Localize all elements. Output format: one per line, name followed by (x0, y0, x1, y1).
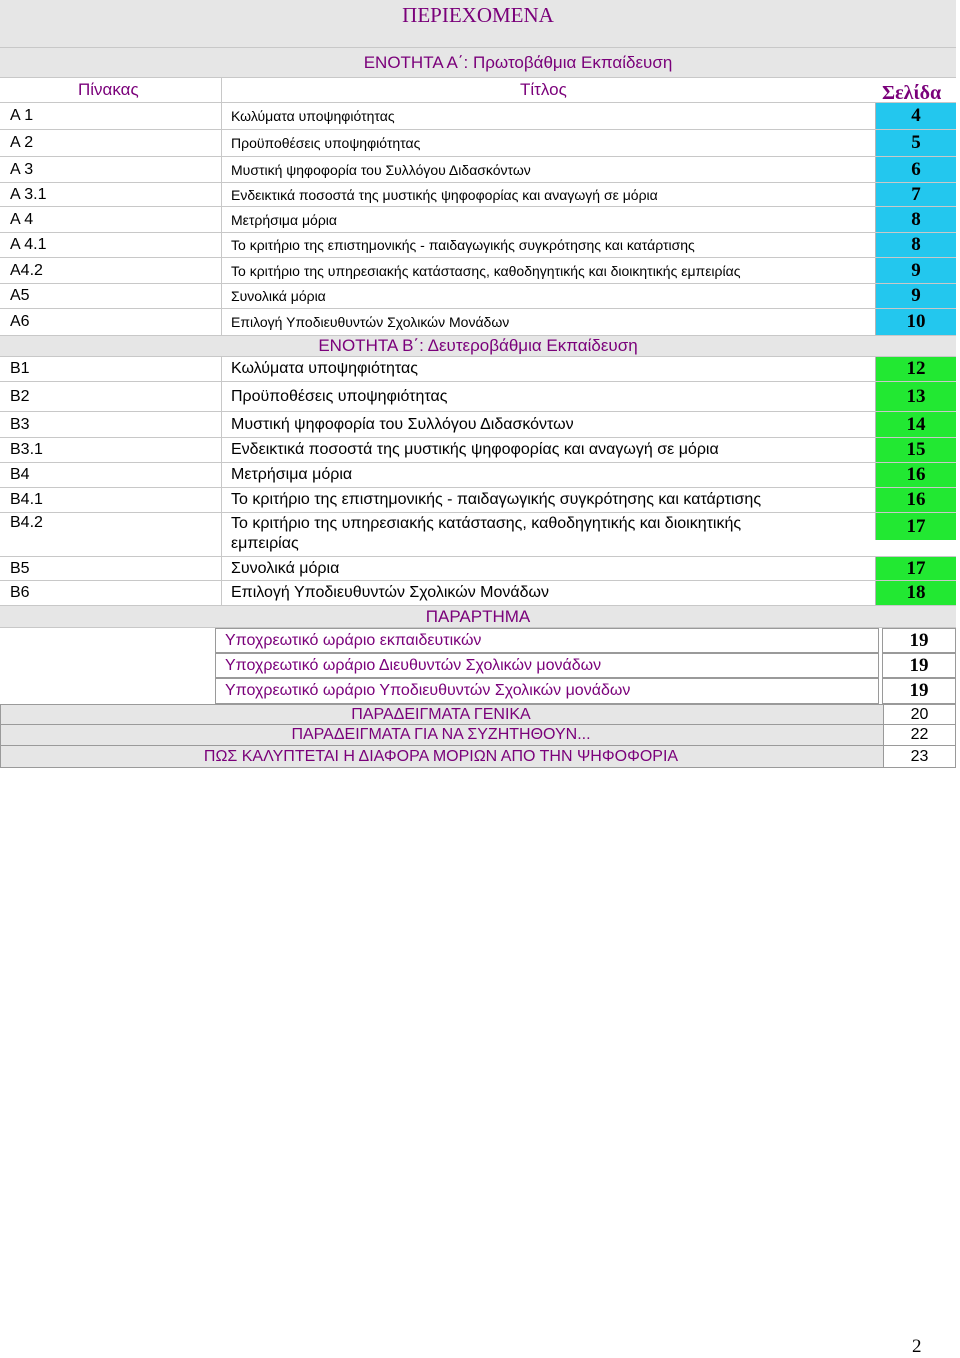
column-header-page-cell (882, 81, 942, 104)
row-page: 16 (875, 488, 956, 512)
column-divider (221, 309, 222, 335)
row-code: Β5 (10, 559, 30, 577)
toc-row (0, 157, 956, 183)
column-divider (221, 183, 222, 206)
row-code: Α5 (10, 287, 30, 304)
section-b-cell (0, 336, 956, 356)
appendix-entries (0, 628, 956, 704)
examples-item (0, 725, 956, 746)
examples-title-cell (1, 705, 881, 724)
appendix-page-box (882, 628, 956, 653)
page-title: ΠΕΡΙΕΧΟΜΕΝΑ (402, 3, 554, 27)
appendix-page: 19 (909, 654, 929, 676)
section-a-entries (0, 103, 956, 336)
row-code: Α 3.1 (10, 185, 47, 203)
row-page: 16 (875, 463, 956, 487)
column-divider (221, 581, 222, 605)
row-title: Επιλογή Υποδιευθυντών Σχολικών Μονάδων (231, 314, 510, 330)
row-code: Α6 (10, 313, 30, 330)
appendix-title-box (215, 653, 879, 678)
column-divider (221, 412, 222, 437)
column-divider (221, 130, 222, 156)
examples-title: ΠΑΡΑΔΕΙΓΜΑΤΑ ΓΕΝΙΚΑ (351, 705, 531, 723)
section-b-heading: ΕΝΟΤΗΤΑ Β΄: Δευτεροβάθμια Εκπαίδευση (318, 336, 638, 355)
row-code: Β2 (10, 387, 30, 405)
row-code: Α 3 (10, 160, 34, 178)
column-header-title-cell (520, 78, 567, 102)
row-title: Μυστική ψηφοφορία του Συλλόγου Διδασκόντων (231, 161, 531, 178)
row-title: Συνολικά μόρια (231, 288, 326, 304)
examples-item (0, 704, 956, 725)
column-divider (221, 157, 222, 182)
column-divider (221, 207, 222, 232)
column-divider (221, 382, 222, 411)
section-b-row (0, 336, 956, 357)
column-divider (221, 233, 222, 257)
examples-title-cell (1, 725, 881, 745)
row-page: 7 (875, 183, 956, 206)
toc-row (0, 581, 956, 606)
row-title: Το κριτήριο της επιστημονικής - παιδαγωγικής συγκρότησης και κατάρτισης (231, 491, 762, 508)
row-title: Το κριτήριο της επιστημονικής - παιδαγωγικής συγκρότησης και κατάρτισης (231, 237, 695, 253)
row-title: Ενδεικτικά ποσοστά της μυστικής ψηφοφορίας και αναγωγή σε μόρια (231, 441, 719, 458)
appendix-heading: ΠΑΡΑΡΤΗΜΑ (425, 606, 531, 626)
appendix-cell (0, 606, 956, 627)
examples-page: 22 (910, 726, 929, 743)
row-code: Α 1 (10, 107, 34, 124)
row-title: Συνολικά μόρια (231, 559, 340, 577)
row-page: 6 (875, 157, 956, 182)
appendix-title-box (215, 628, 879, 653)
row-code: Β1 (10, 360, 30, 377)
appendix-item (0, 628, 956, 653)
toc-row (0, 513, 956, 557)
row-page: 10 (875, 309, 956, 335)
examples-page-cell (883, 725, 955, 745)
row-page: 9 (875, 284, 956, 308)
toc-row (0, 207, 956, 233)
row-code: Α 4.1 (10, 236, 47, 253)
section-a-heading: ΕΝΟΤΗΤΑ Α΄: Πρωτοβάθμια Εκπαίδευση (363, 52, 673, 72)
toc-row (0, 103, 956, 130)
row-code: Β6 (10, 584, 30, 601)
column-header-table: Πίνακας (78, 80, 139, 99)
toc-row (0, 382, 956, 412)
appendix-title: Υποχρεωτικό ωράριο Διευθυντών Σχολικών μονάδων (225, 656, 602, 674)
row-code: Β4.2 (10, 514, 43, 531)
row-code: Β3 (10, 415, 30, 433)
toc-row (0, 258, 956, 284)
section-a-cell (0, 48, 956, 77)
column-divider (221, 438, 222, 462)
examples-page-cell (883, 705, 955, 724)
appendix-item (0, 653, 956, 678)
toc-row (0, 183, 956, 207)
column-divider (221, 103, 222, 129)
column-divider (221, 463, 222, 487)
examples-item (0, 746, 956, 768)
toc-title-row (0, 0, 956, 48)
column-divider (221, 258, 222, 283)
toc-row (0, 284, 956, 309)
row-page: 5 (875, 130, 956, 156)
examples-title: ΠΑΡΑΔΕΙΓΜΑΤΑ ΓΙΑ ΝΑ ΣΥΖΗΤΗΘΟΥΝ... (291, 726, 591, 743)
row-title: Ενδεικτικά ποσοστά της μυστικής ψηφοφορίας και αναγωγή σε μόρια (231, 186, 658, 203)
appendix-row (0, 606, 956, 628)
column-header-page: Σελίδα (882, 81, 942, 104)
row-title: Προϋποθέσεις υποψηφιότητας (231, 135, 421, 151)
row-code: Β4 (10, 466, 30, 483)
examples-page: 20 (910, 705, 929, 723)
row-title: Επιλογή Υποδιευθυντών Σχολικών Μονάδων (231, 584, 550, 601)
row-page: 14 (875, 412, 956, 437)
row-page: 15 (875, 438, 956, 462)
row-page: 12 (875, 357, 956, 381)
toc-row (0, 463, 956, 488)
appendix-page: 19 (909, 680, 929, 701)
row-title: Το κριτήριο της υπηρεσιακής κατάστασης, καθοδηγητικής και διοικητικής εμπειρίας (231, 262, 741, 279)
row-title: Μετρήσιμα μόρια (231, 466, 353, 483)
row-code: Β3.1 (10, 441, 43, 458)
appendix-page: 19 (909, 629, 929, 651)
toc-row (0, 488, 956, 513)
appendix-page-box (882, 653, 956, 678)
column-divider (221, 513, 222, 556)
toc-row (0, 412, 956, 438)
row-page: 13 (875, 382, 956, 411)
row-page: 4 (875, 103, 956, 129)
column-header-title: Τίτλος (520, 80, 567, 99)
appendix-title-box (215, 678, 879, 704)
appendix-item (0, 678, 956, 704)
row-page: 8 (875, 207, 956, 232)
page-number: 2 (912, 1336, 922, 1357)
section-b-entries (0, 357, 956, 606)
row-title: Μετρήσιμα μόρια (231, 211, 338, 228)
column-divider (221, 357, 222, 381)
row-code: Α4.2 (10, 261, 43, 279)
row-page: 8 (875, 233, 956, 257)
page-title-cell (0, 0, 956, 47)
examples-title-cell (1, 746, 881, 767)
row-code: Α 4 (10, 210, 34, 228)
toc-row (0, 309, 956, 336)
examples-page-cell (883, 746, 955, 767)
examples-page: 23 (910, 747, 929, 765)
column-header-row (0, 78, 956, 103)
section-a-row (0, 48, 956, 78)
toc-row (0, 130, 956, 157)
column-divider (221, 284, 222, 308)
row-code: Α 2 (10, 134, 34, 151)
row-title: Κωλύματα υποψηφιότητας (231, 108, 395, 124)
row-page: 17 (875, 513, 956, 540)
row-title: Προϋποθέσεις υποψηφιότητας (231, 387, 448, 405)
toc-row (0, 233, 956, 258)
row-title: Κωλύματα υποψηφιότητας (231, 360, 418, 377)
appendix-title: Υποχρεωτικό ωράριο Υποδιευθυντών Σχολικών μονάδων (225, 682, 631, 699)
column-divider (221, 488, 222, 512)
appendix-title: Υποχρεωτικό ωράριο εκπαιδευτικών (225, 631, 482, 649)
toc-row (0, 438, 956, 463)
toc-row (0, 557, 956, 581)
examples-title: ΠΩΣ ΚΑΛΥΠΤΕΤΑΙ Η ΔΙΑΦΟΡΑ ΜΟΡΙΩΝ ΑΠΟ ΤΗΝ ΨΗΦΟΦΟΡΙΑ (203, 747, 679, 765)
column-divider (221, 78, 222, 102)
column-header-table-cell (78, 78, 139, 102)
row-title: Το κριτήριο της υπηρεσιακής κατάστασης, καθοδηγητικής και διοικητικής εμπειρίας (231, 515, 742, 552)
appendix-page-box (882, 678, 956, 704)
row-page: 18 (875, 581, 956, 605)
examples-entries (0, 704, 956, 768)
row-page: 9 (875, 258, 956, 283)
row-code: Β4.1 (10, 491, 43, 508)
row-page: 17 (875, 557, 956, 580)
column-divider (221, 557, 222, 580)
row-title: Μυστική ψηφοφορία του Συλλόγου Διδασκόντων (231, 415, 574, 433)
toc-row (0, 357, 956, 382)
